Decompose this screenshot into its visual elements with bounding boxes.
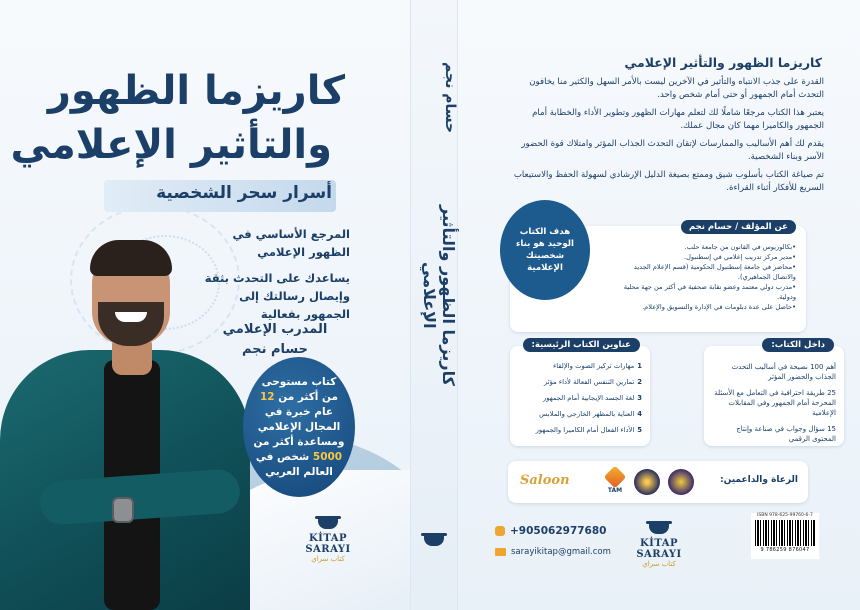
badge-part1: كتاب مستوحى من أكثر من: [261, 375, 338, 403]
about-author-header: عن المؤلف / حسام نجم: [681, 220, 796, 234]
tam-icon: [604, 466, 627, 489]
goal-text: هدف الكتاب الوحيد هو بناء شخصيتك الإعلامية: [516, 227, 574, 273]
front-subtitle: أسرار سحر الشخصية: [156, 183, 332, 203]
mail-icon: [495, 548, 506, 556]
topic-item: 1مهارات تركيز الصوت والإلقاء: [553, 362, 642, 370]
email-address: sarayikitap@gmail.com: [511, 547, 611, 557]
topic-item: 3لغة الجسد الإيجابية أمام الجمهور: [542, 394, 642, 402]
tam-text: TAM: [607, 487, 623, 494]
front-title-line1: كاريزما الظهور: [47, 68, 345, 114]
goal-circle: [500, 200, 590, 300]
back-title: كاريزما الظهور والتأثير الإعلامي: [624, 55, 822, 70]
experience-badge: [243, 357, 355, 497]
barcode-bars: [755, 520, 815, 546]
inside-item: 15 سؤال وجواب في صناعة وإنتاج المحتوى الرقمي: [736, 425, 836, 443]
publisher-name: KİTAP SARAYI: [636, 538, 682, 560]
hair: [90, 240, 172, 276]
spine-publisher-logo: [421, 530, 447, 548]
author-point: • حاصل على عدة دبلومات في الإدارة والتسويق والإعلام.: [616, 302, 796, 312]
inside-book-list: [712, 362, 836, 450]
smile: [115, 312, 147, 322]
inside-book-header: داخل الكتاب:: [762, 338, 834, 352]
publisher-name-ar: كتاب سراي: [311, 555, 345, 563]
watch-icon: [112, 497, 134, 523]
trainer-title: المدرب الإعلامي: [222, 322, 328, 337]
sponsors-label: الرعاة والداعمين:: [720, 475, 798, 485]
spine-author: حسام نجم: [442, 62, 458, 134]
barcode: [751, 513, 819, 559]
badge-part2: عام خبرة في المجال الإعلامي ومساعدة أكثر من: [253, 405, 345, 448]
sponsors-box: [508, 461, 808, 503]
publisher-name: KİTAP SARAYI: [305, 533, 351, 555]
contact-info: [495, 525, 611, 567]
publisher-logo-back: [620, 518, 698, 568]
author-photo: [0, 240, 250, 610]
publisher-name-ar: كتاب سراي: [642, 560, 676, 568]
badge-part3: شخص في العالم العربي: [255, 450, 333, 478]
author-points: [616, 242, 796, 312]
sponsor-tam-logo: [604, 469, 626, 495]
back-paragraph: يعتبر هذا الكتاب مرجعًا شاملًا لك لتعلم مهارات الظهور وتطوير الأداء والخطابة أمام الجمهور والكاميرا مهما كان مجال عملك.: [532, 108, 824, 131]
front-desc-2: يساعدك على التحدث بثقة وإيصال رسالتك إلى الجمهور بفعالية: [204, 271, 350, 321]
back-paragraph: تم صياغة الكتاب بأسلوب شيق وممتع بصيغة الدليل الإرشادي لسهولة الحفظ والاستيعاب السريع للأفكار أثناء القراءة.: [513, 170, 824, 193]
badge-people: 5000: [312, 450, 343, 463]
publisher-logo-front: [288, 513, 368, 563]
pot-icon: [315, 513, 341, 531]
back-paragraph: يقدم لك أهم الأساليب والممارسات لإتقان التحدث الجذاب المؤثر وامتلاك قوة الحضور الآسر وبناء الشخصية.: [521, 139, 824, 162]
author-point: • بكالوريوس في القانون من جامعة حلب.: [616, 242, 796, 252]
sponsor-circle-icon: [634, 469, 660, 495]
badge-text: [253, 375, 345, 480]
badge-years: 12: [259, 390, 275, 403]
spine-title: كاريزما الظهور والتأثير الإعلامي: [420, 204, 458, 386]
main-topics-box: [510, 340, 650, 446]
trainer-name: حسام نجم: [242, 342, 308, 357]
main-topics-list: [516, 362, 642, 442]
front-title-line2: والتأثير الإعلامي: [10, 122, 332, 168]
topic-item: 2تمارين التنفس الفعالة لأداء مؤثر: [543, 378, 642, 386]
back-paragraph: القدرة على جذب الانتباه والتأثير في الآخرين ليست بالأمر السهل والكثير منا يخافون التحدث أمام الجمهور أو حتى أمام شخص واحد.: [529, 77, 824, 100]
inside-item: أهم 100 نصيحة في أساليب التحدث الجذاب والحضور المؤثر: [731, 363, 836, 381]
sponsor-saloon-logo: Saloon: [520, 473, 570, 488]
author-point: • مدير مركز تدريب إعلامي في إسطنبول.: [616, 252, 796, 262]
pot-icon: [421, 530, 447, 548]
pot-icon: [646, 518, 672, 536]
phone-row: [495, 525, 611, 537]
back-description: [506, 76, 824, 200]
author-point: • مدرب دولي معتمد وعضو نقابة صحفية في أكثر من جهة محلية ودولية.: [616, 282, 796, 302]
author-point: • محاضر في جامعة إسطنبول الحكومية (قسم الإعلام الجديد والاتصال الجماهيري).: [616, 262, 796, 282]
inside-item: 25 طريقة احترافية في التعامل مع الأسئلة المحرجة أمام الجمهور وفي المقابلات الإعلامية: [714, 389, 836, 417]
main-topics-header: عناوين الكتاب الرئيسية:: [523, 338, 641, 352]
sponsor-nebula-icon: [668, 469, 694, 495]
isbn-label: ISBN 978-625-99760-6-7: [757, 513, 813, 518]
isbn-number: 9 786259 876047: [760, 547, 810, 553]
email-row: [495, 547, 611, 557]
phone-number: +905062977680: [510, 525, 607, 537]
front-cover: [0, 0, 410, 610]
topic-item: 5الأداء الفعال أمام الكاميرا والجمهور: [535, 426, 642, 434]
back-cover: [458, 0, 860, 610]
front-desc-1: المرجع الأساسي في الظهور الإعلامي: [232, 227, 350, 259]
topic-item: 4العناية بالمظهر الخارجي والملابس: [539, 410, 642, 418]
inside-book-box: [704, 340, 844, 446]
phone-icon: [495, 526, 505, 536]
